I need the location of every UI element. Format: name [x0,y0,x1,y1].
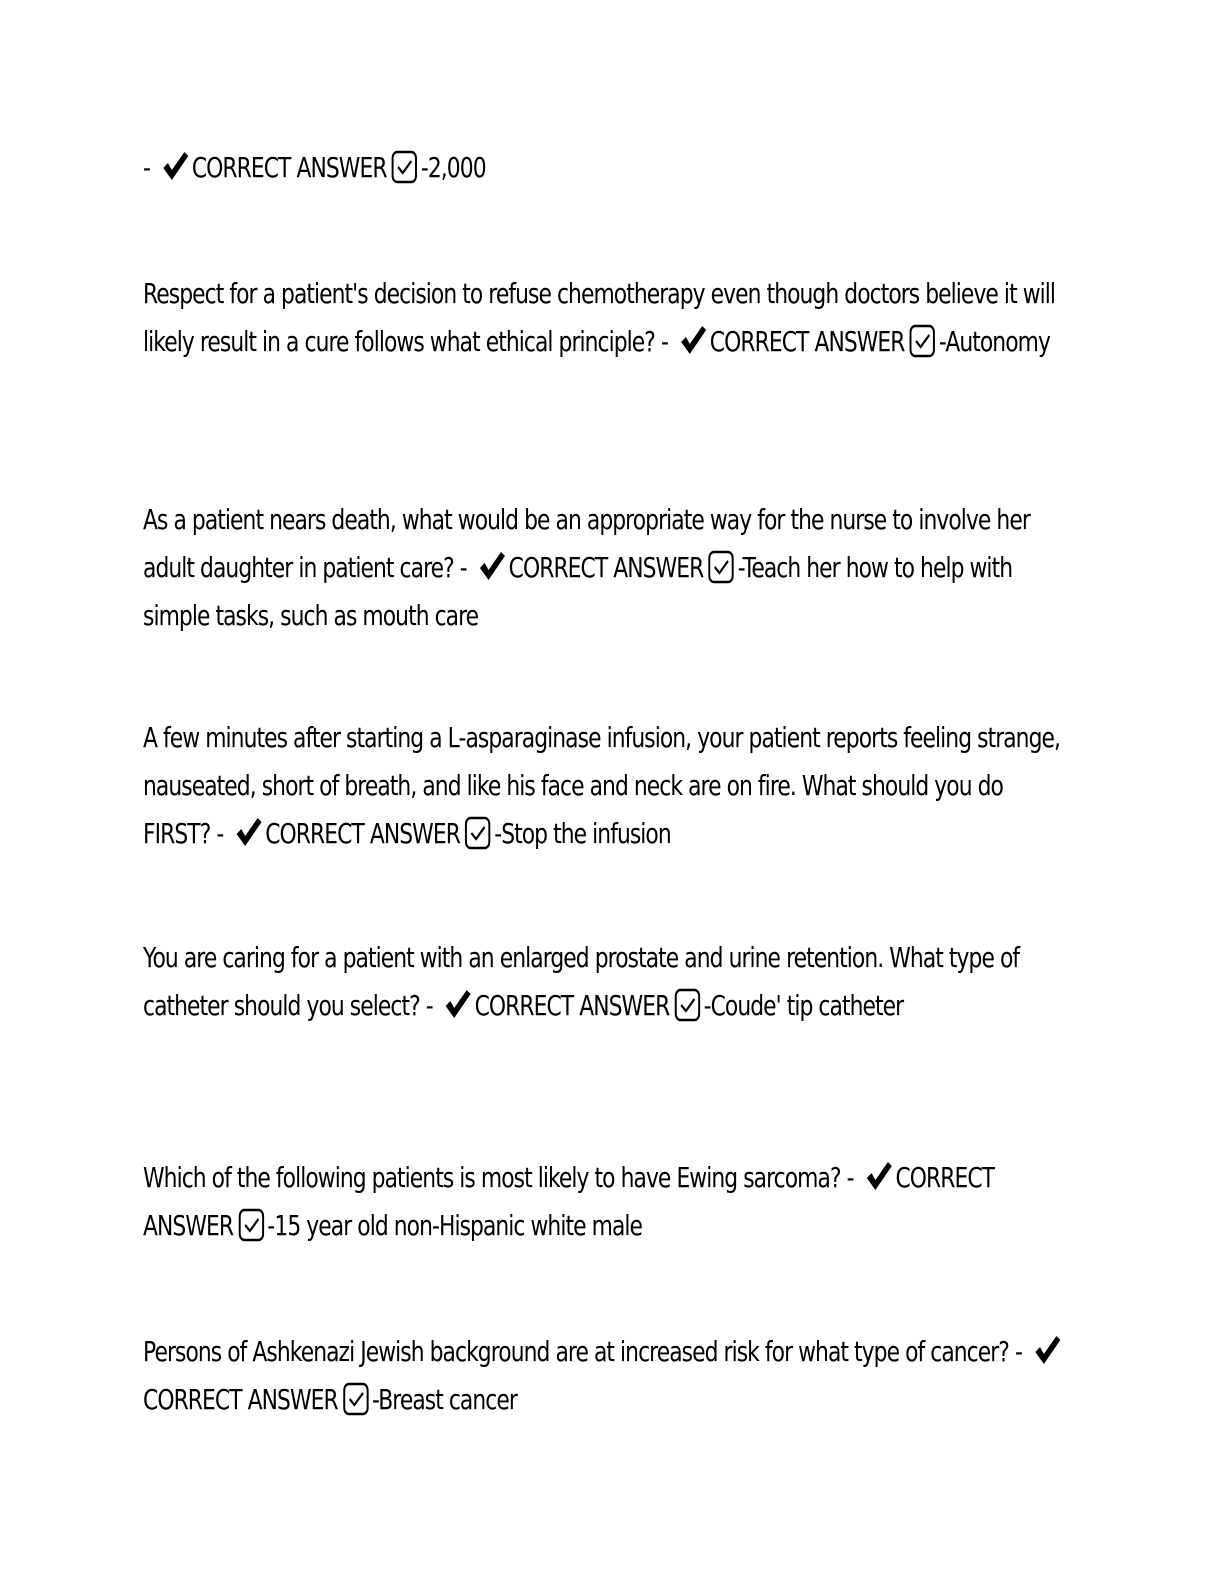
question-text: You are caring for a patient with an enlarged prostate and urine retention. What type of catheter should you select? - [143,941,1020,1022]
question-text: As a patient nears death, what would be an appropriate way for the nurse to involve her adult daughter in patient care? - [143,503,1030,584]
qa-item [143,1154,1071,1250]
qa-item [143,714,1071,858]
checkbox-icon [674,988,701,1022]
check-icon [477,549,505,583]
check-icon [234,815,262,849]
correct-answer-label: CORRECT ANSWER [709,325,905,358]
qa-item [143,496,1071,640]
answer-text: -15 year old non-Hispanic white male [267,1209,643,1242]
checkbox-icon [465,816,492,850]
checkbox-icon [342,1382,369,1416]
checkbox-icon [391,150,418,184]
check-icon [443,987,471,1021]
qa-item [143,934,1071,1030]
answer-text: -Breast cancer [372,1383,517,1416]
check-icon [161,149,189,183]
question-text: Persons of Ashkenazi Jewish background are at increased risk for what type of cancer? - [143,1335,1022,1368]
check-icon [1033,1333,1061,1367]
correct-answer-label: CORRECT ANSWER [143,1161,995,1242]
check-icon [864,1159,892,1193]
answer-text: -Teach her how to help with simple tasks, such as mouth care [143,551,1013,632]
qa-item [143,270,1071,366]
correct-answer-label: CORRECT ANSWER [508,551,704,584]
question-text: - [143,151,150,184]
checkbox-icon [708,550,735,584]
answer-text: -Autonomy [938,325,1050,358]
answer-text: -Coude' tip catheter [703,989,904,1022]
question-text: Respect for a patient's decision to refuse chemotherapy even though doctors believe it will likely result in a cure follows what ethical principle? - [143,277,1056,358]
correct-answer-label: CORRECT ANSWER [191,151,387,184]
answer-text: -Stop the infusion [494,817,671,850]
answer-text: -2,000 [420,151,486,184]
correct-answer-label: CORRECT ANSWER [265,817,460,850]
qa-item [143,144,1071,192]
correct-answer-label: CORRECT ANSWER [474,989,670,1022]
qa-item [143,1328,1071,1424]
check-icon [679,323,707,357]
checkbox-icon [909,324,936,358]
question-text: Which of the following patients is most likely to have Ewing sarcoma? - [143,1161,854,1194]
question-text: A few minutes after starting a L-asparaginase infusion, your patient reports feeling strange, nauseated, short of breath, and like his face and neck are on fire. What should you do FIRST? - [143,721,1061,850]
correct-answer-label: CORRECT ANSWER [143,1383,338,1416]
checkbox-icon [238,1208,265,1242]
